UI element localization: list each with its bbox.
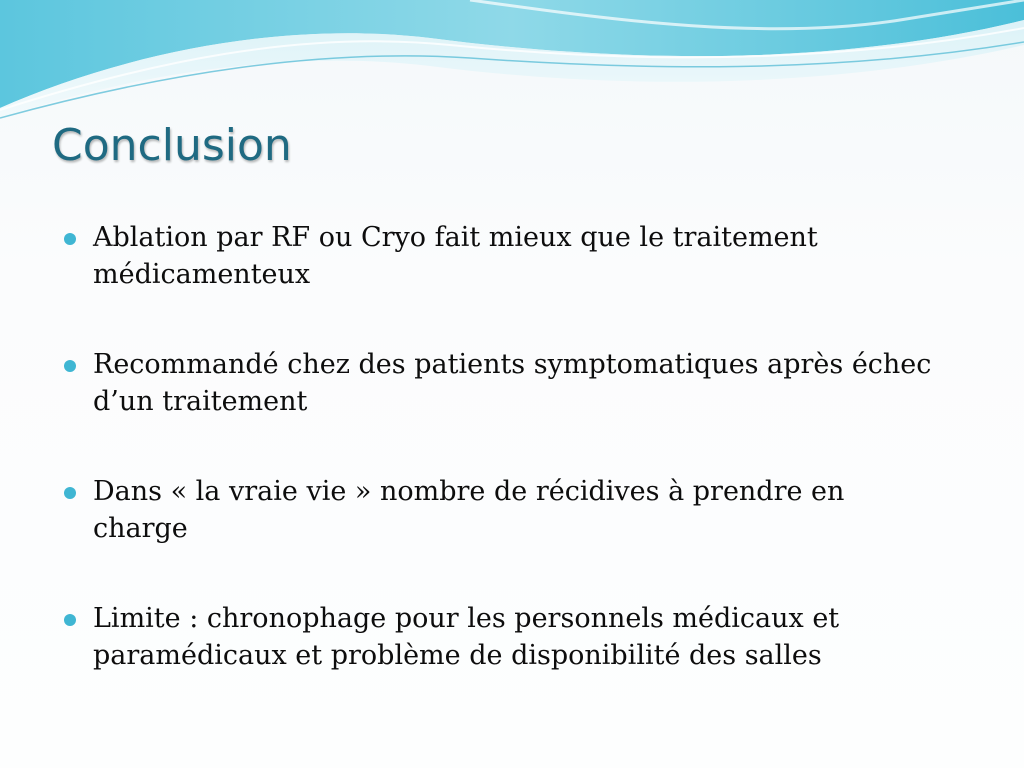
bullet-text: Dans « la vraie vie » nombre de récidives à prendre en charge [93, 476, 845, 544]
list-item [64, 346, 944, 420]
page-title: Conclusion [52, 120, 292, 171]
bullet-text: Limite : chronophage pour les personnels médicaux et paramédicaux et problème de disponibilité des salles [93, 603, 840, 671]
list-item [64, 219, 944, 293]
bullet-text: Recommandé chez des patients symptomatiques après échec d’un traitement [93, 349, 932, 417]
bullet-icon [64, 614, 76, 626]
list-item [64, 600, 944, 674]
bullet-icon [64, 487, 76, 499]
bullet-icon [64, 233, 76, 245]
bullet-text: Ablation par RF ou Cryo fait mieux que le traitement médicamenteux [93, 222, 818, 290]
list-item [64, 473, 944, 547]
bullet-list [64, 219, 944, 727]
header-wave-decoration [0, 0, 1024, 130]
bullet-icon [64, 360, 76, 372]
